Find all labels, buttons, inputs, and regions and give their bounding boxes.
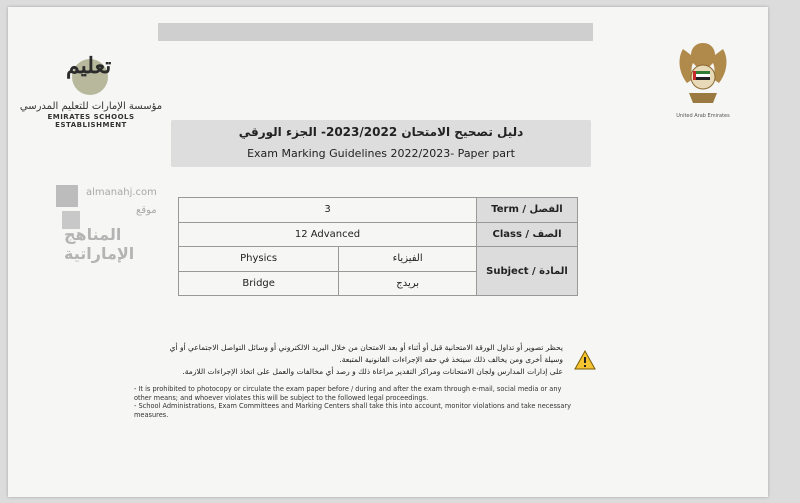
warning-ar-line: يحظر تصوير أو تداول الورقة الامتحانية قبل أو أثناء أو بعد الامتحان من خلال البريد الالكتروني أو وسائل التواصل الاجتماعي أو أي وسيلة أخرى ومن يخالف ذلك سيتخذ في حقه الإجراءات القانونية المتبعة. <box>169 343 563 364</box>
top-gray-bar <box>158 23 593 41</box>
watermark-url: almanahj.com <box>86 187 157 198</box>
subject-ar-2: بريدج <box>339 271 477 296</box>
title-english: Exam Marking Guidelines 2022/2023- Paper part <box>247 147 515 160</box>
term-row <box>179 198 578 223</box>
exam-info-table <box>178 197 578 296</box>
falcon-emblem-icon <box>673 39 733 111</box>
class-label-ar: الصف <box>532 228 562 240</box>
class-label <box>477 222 578 247</box>
logo-word: تعليم <box>66 53 112 79</box>
emblem-caption: United Arab Emirates <box>676 113 730 119</box>
class-row <box>179 222 578 247</box>
warning-arabic <box>158 342 563 378</box>
title-arabic: دليل تصحيح الامتحان 2023/2022- الجزء الورقي <box>238 125 524 139</box>
emirates-schools-logo <box>16 47 166 129</box>
title-box <box>171 120 591 167</box>
term-label-ar: الفصل <box>529 204 563 216</box>
class-label-en: Class / <box>492 228 530 240</box>
exam-paper <box>8 7 768 497</box>
class-value: 12 Advanced <box>179 222 477 247</box>
subject-en-1: Physics <box>179 247 339 272</box>
subject-label <box>477 247 578 296</box>
watermark-line2: المناهج الإماراتية <box>64 225 135 263</box>
term-label <box>477 198 578 223</box>
warning-icon <box>574 350 596 370</box>
term-label-en: Term / <box>491 204 527 216</box>
logo-name-english: EMIRATES SCHOOLS ESTABLISHMENT <box>47 113 135 129</box>
watermark <box>50 185 180 263</box>
subject-label-ar: المادة <box>539 265 568 277</box>
subject-en-2: Bridge <box>179 271 339 296</box>
warning-ar-line: على إدارات المدارس ولجان الامتحانات ومراكز التقدير مراعاة ذلك و رصد أي مخالفات والعمل على اتخاذ الإجراءات اللازمة. <box>182 367 563 376</box>
uae-emblem <box>673 39 733 124</box>
subject-ar-1: الفيزياء <box>339 247 477 272</box>
watermark-square <box>56 185 78 207</box>
warning-en-line: - School Administrations, Exam Committees and Marking Centers shall take this into account, monitor violations and take necessary measures. <box>134 402 571 419</box>
warning-en-line: - It is prohibited to photocopy or circulate the exam paper before / during and after the exam through e-mail, social media or any other means; and whoever violates this will be subject to the followed legal proceedings. <box>134 385 562 402</box>
warning-english <box>134 385 574 419</box>
term-value: 3 <box>179 198 477 223</box>
logo-name-arabic: مؤسسة الإمارات للتعليم المدرسي <box>19 101 163 112</box>
subject-label-en: Subject / <box>486 265 536 277</box>
subject-row <box>179 247 578 272</box>
watermark-line1: موقع <box>136 205 157 216</box>
